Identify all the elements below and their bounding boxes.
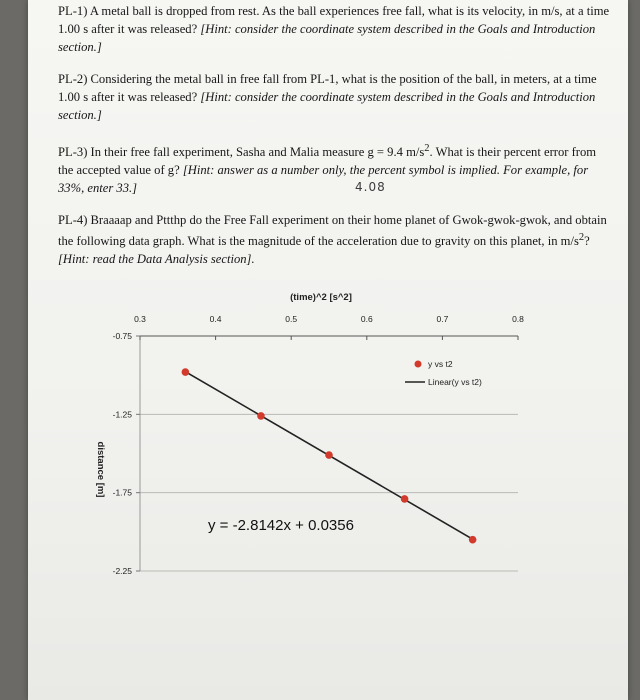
x-tick-label: 0.6 (360, 314, 373, 324)
x-tick-label: 0.3 (134, 314, 146, 324)
problem-number: PL-4) (58, 213, 91, 227)
y-tick-label: -1.25 (112, 409, 132, 420)
problem-number: PL-3) (58, 145, 91, 160)
handwritten-answer: 4.08 (355, 180, 386, 194)
x-tick-label: 0.7 (436, 314, 449, 324)
superscript: 2 (424, 143, 430, 154)
superscript: 2 (578, 232, 585, 243)
problem-text: In their free fall experiment, Sasha and Malia measure g = 9.4 m/s (90, 145, 425, 160)
x-tick-label: 0.4 (209, 314, 222, 324)
legend-label-trendline: Linear(y vs t2) (428, 377, 482, 387)
legend (405, 359, 482, 387)
x-tick-label: 0.8 (512, 314, 524, 324)
problem-hint: [Hint: consider the coordinate system described in the Goals and Introduction section.] (58, 22, 596, 54)
y-tick-label: -2.25 (112, 566, 132, 576)
trendline-equation: y = -2.8142x + 0.0356 (208, 517, 354, 534)
x-axis-label: (time)^2 [s^2] (290, 292, 352, 303)
y-tick-labels (113, 331, 140, 576)
data-point (401, 495, 409, 503)
grid-lines (140, 414, 518, 571)
y-axis-label: distance [m] (95, 441, 106, 498)
legend-label-points: y vs t2 (428, 359, 453, 369)
problem-text-continued: ? (584, 234, 590, 249)
problem-hint: [Hint: read the Data Analysis section]. (58, 252, 255, 267)
legend-marker-points (415, 361, 422, 368)
problem-hint: [Hint: answer as a number only, the percent symbol is implied. For example, for 33%, enter 33.] (58, 163, 589, 196)
y-tick-label: -1.75 (112, 487, 132, 498)
problem-hint: [Hint: consider the coordinate system described in the Goals and Introduction section.] (58, 90, 596, 122)
problem-text: A metal ball is dropped from rest. As the ball experiences free fall, what is its velocity, in m/s, at a time 1.00 s after it was released? (58, 4, 610, 36)
problem-text-continued: . What is their percent error from the accepted value of g? (58, 145, 597, 178)
x-tick-label: 0.5 (285, 314, 298, 324)
data-point (325, 451, 333, 459)
data-point (182, 368, 190, 376)
problem-number: PL-1) (58, 4, 90, 18)
data-point (257, 412, 265, 420)
problem-text: Braaaap and Pttthp do the Free Fall experiment on their home planet of Gwok-gwok-gwok, and obtain the following data graph. What is the magnitude of the acceleration due to gravity on this planet, in m/s (58, 213, 607, 249)
problem-text: Considering the metal ball in free fall from PL-1, what is the position of the ball, in meters, at a time 1.00 s after it was released? (58, 72, 597, 104)
y-tick-label: -0.75 (112, 331, 132, 341)
problem-number: PL-2) (58, 72, 91, 86)
data-point (469, 536, 477, 544)
